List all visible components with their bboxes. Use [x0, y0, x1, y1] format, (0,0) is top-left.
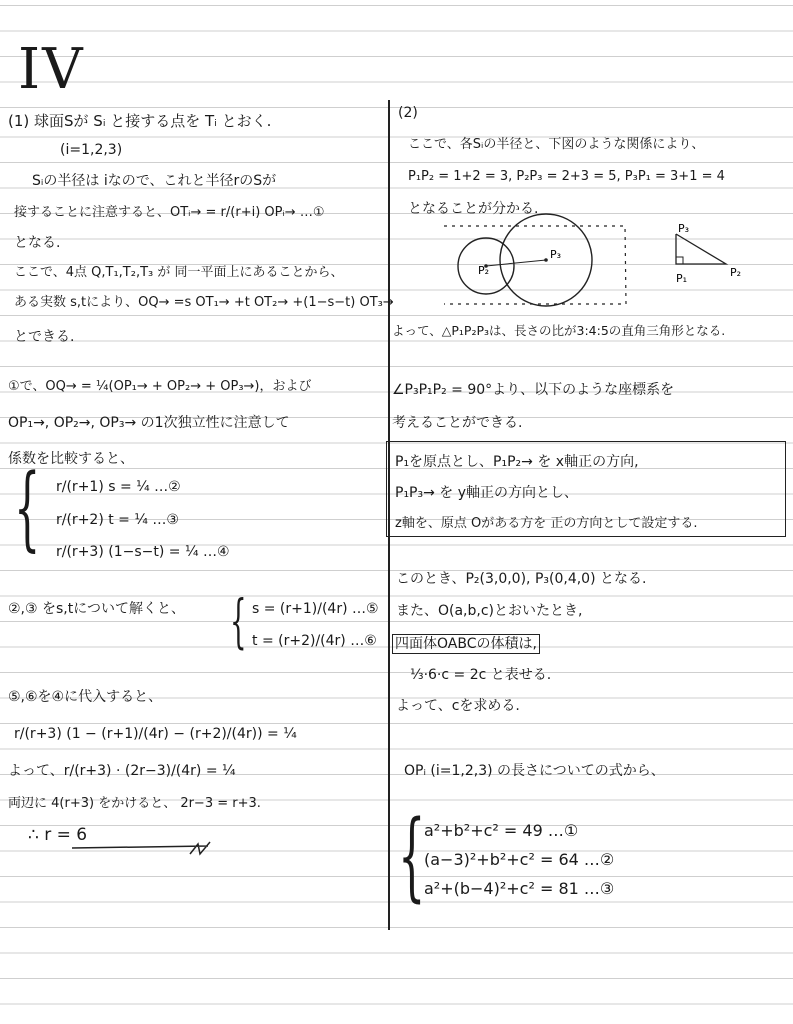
system2-brace: { [398, 800, 426, 912]
left-part1-line2: (i=1,2,3) [60, 142, 123, 158]
center-p3-dot [544, 258, 548, 262]
solve-s: s = (r+1)/(4r) …⑤ [252, 601, 379, 617]
system1-brace: { [14, 454, 41, 561]
triangle-label-p3: P₃ [678, 222, 690, 235]
right-part3-line5: よって、cを求める. [396, 698, 520, 714]
left-part1-line1: (1) 球面Sが Sᵢ と接する点を Tᵢ とおく. [8, 112, 272, 130]
figure-label-p2: P₂ [478, 264, 490, 277]
figure-label-p3: P₃ [550, 248, 562, 261]
left-part4-line1: ⑤,⑥を④に代入すると、 [8, 689, 163, 705]
system1-eq3: r/(r+2) t = ¼ …③ [56, 512, 179, 528]
right-angle-mark [676, 257, 683, 264]
solve-t: t = (r+2)/(4r) …⑥ [252, 633, 377, 649]
triangle-label-p2: P₂ [730, 266, 742, 279]
right-part1-line2: ここで、各Sᵢの半径と、下図のような関係により、 [408, 137, 705, 152]
box-line3: z軸を、原点 Oがある方を 正の方向として設定する. [395, 516, 698, 531]
right-part2-line1: ∠P₃P₁P₂ = 90°より、以下のような座標系を [392, 382, 675, 398]
left-part4-line2: r/(r+3) (1 − (r+1)/(4r) − (r+2)/(4r)) = ¼ [14, 726, 297, 742]
right-part3-line4: ⅓·6·c = 2c と表せる. [410, 667, 552, 683]
left-part2-line1: ①で、OQ→ = ¼(OP₁→ + OP₂→ + OP₃→)，および [8, 379, 312, 394]
solve-brace: { [230, 587, 247, 655]
center-segment [486, 260, 546, 266]
system2-eq1: a²+b²+c² = 49 …① [424, 821, 579, 840]
left-part1-line6: ここで、4点 Q,T₁,T₂,T₃ が 同一平面上にあることから、 [14, 265, 344, 280]
final-answer-r: ∴ r = 6 [28, 825, 88, 845]
left-part1-line3: Sᵢの半径は iなので、これと半径rのSが [32, 173, 277, 189]
spheres-figure [430, 222, 790, 317]
left-part3-line: ②,③ をs,tについて解くと、 [8, 601, 185, 617]
box-line2: P₁P₃→ を y軸正の方向とし、 [395, 485, 579, 501]
system1-eq4: r/(r+3) (1−s−t) = ¼ …④ [56, 544, 230, 560]
right-part3-line3: 四面体OABCの体積は, [392, 634, 540, 654]
system1-eq2: r/(r+1) s = ¼ …② [56, 479, 181, 495]
left-part1-line8: とできる. [14, 329, 75, 345]
box-line1: P₁を原点とし、P₁P₂→ を x軸正の方向, [395, 454, 639, 470]
answer-underline-mark [70, 840, 220, 860]
left-part4-line4: 両辺に 4(r+3) をかけると、 2r−3 = r+3. [8, 796, 261, 811]
triangle-label-p1: P₁ [676, 272, 688, 285]
right-part4-line: OPᵢ (i=1,2,3) の長さについての式から、 [404, 763, 665, 779]
figure-dashed-frame [444, 226, 626, 304]
system2-eq2: (a−3)²+b²+c² = 64 …② [424, 850, 615, 869]
system2-eq3: a²+(b−4)²+c² = 81 …③ [424, 879, 615, 898]
right-part2-line2: 考えることができる. [392, 415, 523, 431]
left-part1-line4: 接することに注意すると、OTᵢ→ = r/(r+i) OPᵢ→ …① [14, 205, 325, 220]
left-part4-line3: よって、r/(r+3) · (2r−3)/(4r) = ¼ [8, 763, 236, 779]
problem-number-heading: IV [18, 37, 85, 102]
left-part1-line5: となる. [14, 235, 61, 251]
left-part2-line3: 係数を比較すると、 [8, 451, 134, 467]
right-part1-line4: となることが分かる. [408, 201, 539, 217]
left-part2-line2: OP₁→, OP₂→, OP₃→ の1次独立性に注意して [8, 415, 290, 431]
right-part3-line1: このとき、P₂(3,0,0), P₃(0,4,0) となる. [396, 571, 647, 587]
right-part-number: (2) [398, 105, 418, 121]
right-part1-line3: P₁P₂ = 1+2 = 3, P₂P₃ = 2+3 = 5, P₃P₁ = 3+1 = 4 [408, 169, 725, 184]
left-part1-line7: ある実数 s,tにより、OQ→ =s OT₁→ +t OT₂→ +(1−s−t) OT₃→ [14, 295, 394, 310]
right-conclusion: よって、△P₁P₂P₃は、長さの比が3:4:5の直角三角形となる. [392, 323, 726, 338]
right-part3-line2: また、O(a,b,c)とおいたとき, [396, 603, 583, 619]
